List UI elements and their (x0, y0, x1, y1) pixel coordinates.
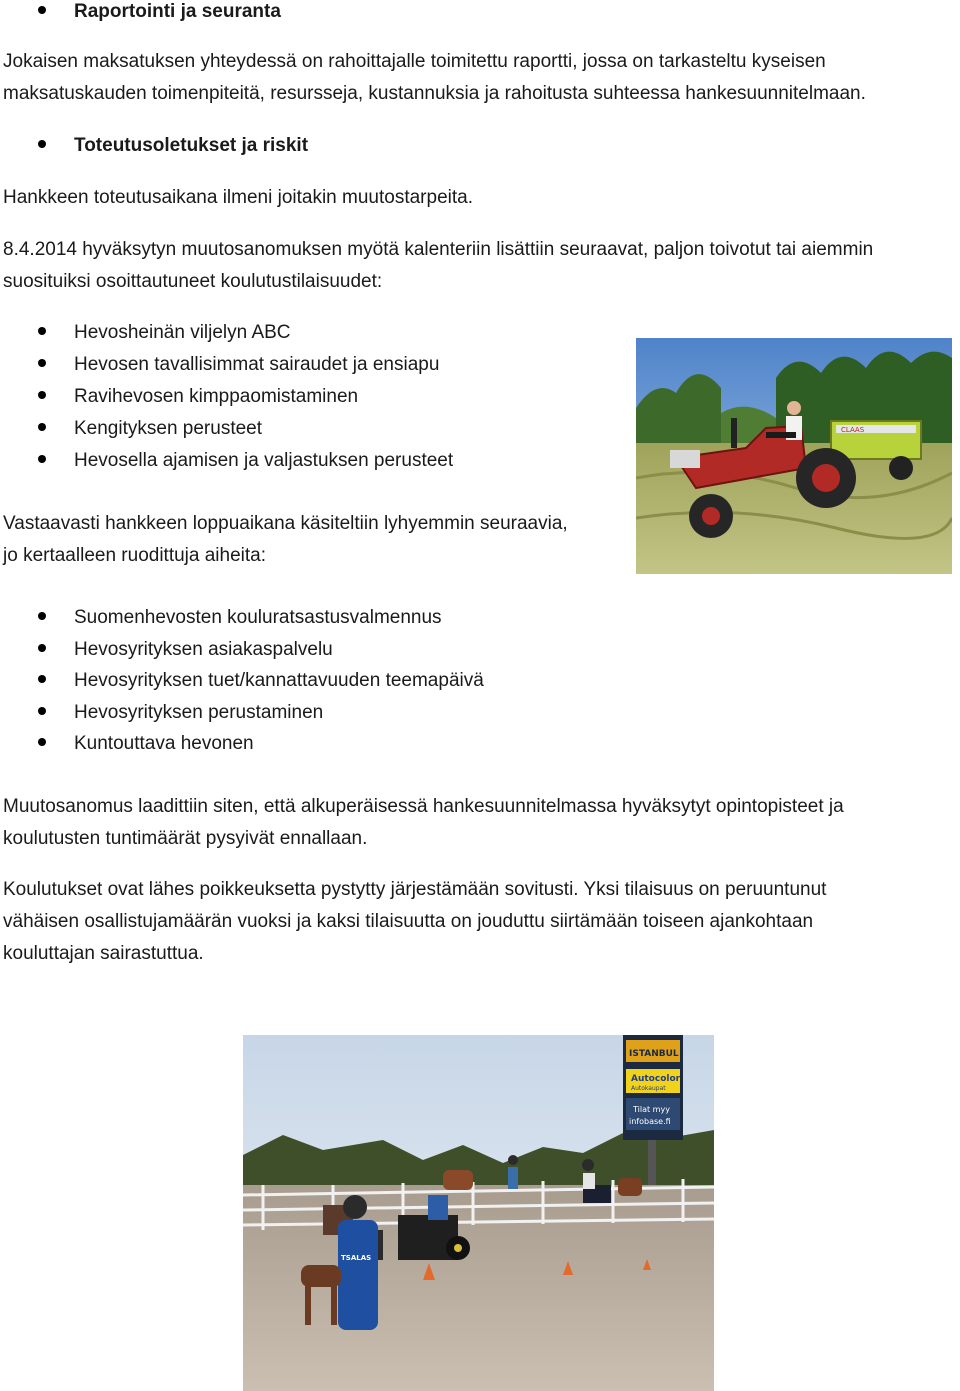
bullet-icon (38, 707, 46, 715)
execution-paragraph-line1: Koulutukset ovat lähes poikkeuksetta pystytty järjestämään sovitusti. Yksi tilaisuus on peruuntunut (3, 879, 827, 900)
trailer-text: CLAAS (841, 426, 865, 434)
list-item: Suomenhevosten kouluratsastusvalmennus (38, 606, 442, 630)
bullet-icon (38, 455, 46, 463)
bullet-icon (38, 140, 46, 148)
list-item: Hevosyrityksen perustaminen (38, 701, 323, 725)
list-item: Kuntouttava hevonen (38, 732, 254, 756)
bullet-icon (38, 644, 46, 652)
bullet-icon (38, 391, 46, 399)
sign-bottom-text: Tilat myy (633, 1105, 670, 1114)
arena-photo (243, 1035, 714, 1391)
vest-text: TSALAS (341, 1254, 372, 1262)
heading-risks (38, 134, 308, 158)
bullet-icon (38, 612, 46, 620)
bullet-icon (38, 359, 46, 367)
list-item: Hevosheinän viljelyn ABC (38, 321, 291, 345)
list-item: Hevosyrityksen asiakaspalvelu (38, 638, 333, 662)
heading-reporting (38, 0, 281, 24)
bullet-icon (38, 423, 46, 431)
risks-text-line3: suosituiksi osoittautuneet koulutustilaisuudet: (3, 271, 383, 292)
tractor-photo (636, 338, 952, 574)
list-item: Hevosella ajamisen ja valjastuksen perusteet (38, 449, 453, 473)
sign-top-text: ISTANBUL (629, 1049, 679, 1059)
list-item: Hevosyrityksen tuet/kannattavuuden teemapäivä (38, 669, 484, 693)
shorter-intro-line2: jo kertaalleen ruodittuja aiheita: (3, 545, 267, 566)
sign-mid-text: Autocolor (631, 1074, 681, 1084)
shorter-intro-line1: Vastaavasti hankkeen loppuaikana käsiteltiin lyhyemmin seuraavia, (3, 513, 568, 534)
reporting-text-line2: maksatuskauden toimenpiteitä, resursseja, kustannuksia ja rahoitusta suhteessa hankesuunnitelmaan. (3, 83, 866, 104)
change-paragraph-line1: Muutosanomus laadittiin siten, että alkuperäisessä hankesuunnitelmassa hyväksytyt opintopisteet ja (3, 796, 844, 817)
list-item: Kengityksen perusteet (38, 417, 262, 441)
execution-paragraph-line3: kouluttajan sairastuttua. (3, 943, 204, 964)
bullet-icon (38, 327, 46, 335)
reporting-text-line1: Jokaisen maksatuksen yhteydessä on rahoittajalle toimitettu raportti, jossa on tarkasteltu kyseisen (3, 51, 826, 72)
sign-small-text: Autokaupat (631, 1085, 666, 1092)
bullet-icon (38, 675, 46, 683)
list-item: Hevosen tavallisimmat sairaudet ja ensiapu (38, 353, 439, 377)
sign-url-text: infobase.fi (629, 1117, 671, 1126)
bullet-icon (38, 6, 46, 14)
heading-risks-text: Toteutusoletukset ja riskit (74, 135, 309, 156)
execution-paragraph-line2: vähäisen osallistujamäärän vuoksi ja kaksi tilaisuutta on jouduttu siirtämään toiseen ajankohtaan (3, 911, 814, 932)
change-paragraph-line2: koulutusten tuntimäärät pysyivät ennallaan. (3, 828, 368, 849)
heading-reporting-text: Raportointi ja seuranta (74, 1, 281, 22)
list-item: Ravihevosen kimppaomistaminen (38, 385, 358, 409)
bullet-icon (38, 738, 46, 746)
risks-text-line2: 8.4.2014 hyväksytyn muutosanomuksen myötä kalenteriin lisättiin seuraavat, paljon toivotut tai aiemmin (3, 239, 874, 260)
risks-text-line1: Hankkeen toteutusaikana ilmeni joitakin muutostarpeita. (3, 187, 473, 208)
